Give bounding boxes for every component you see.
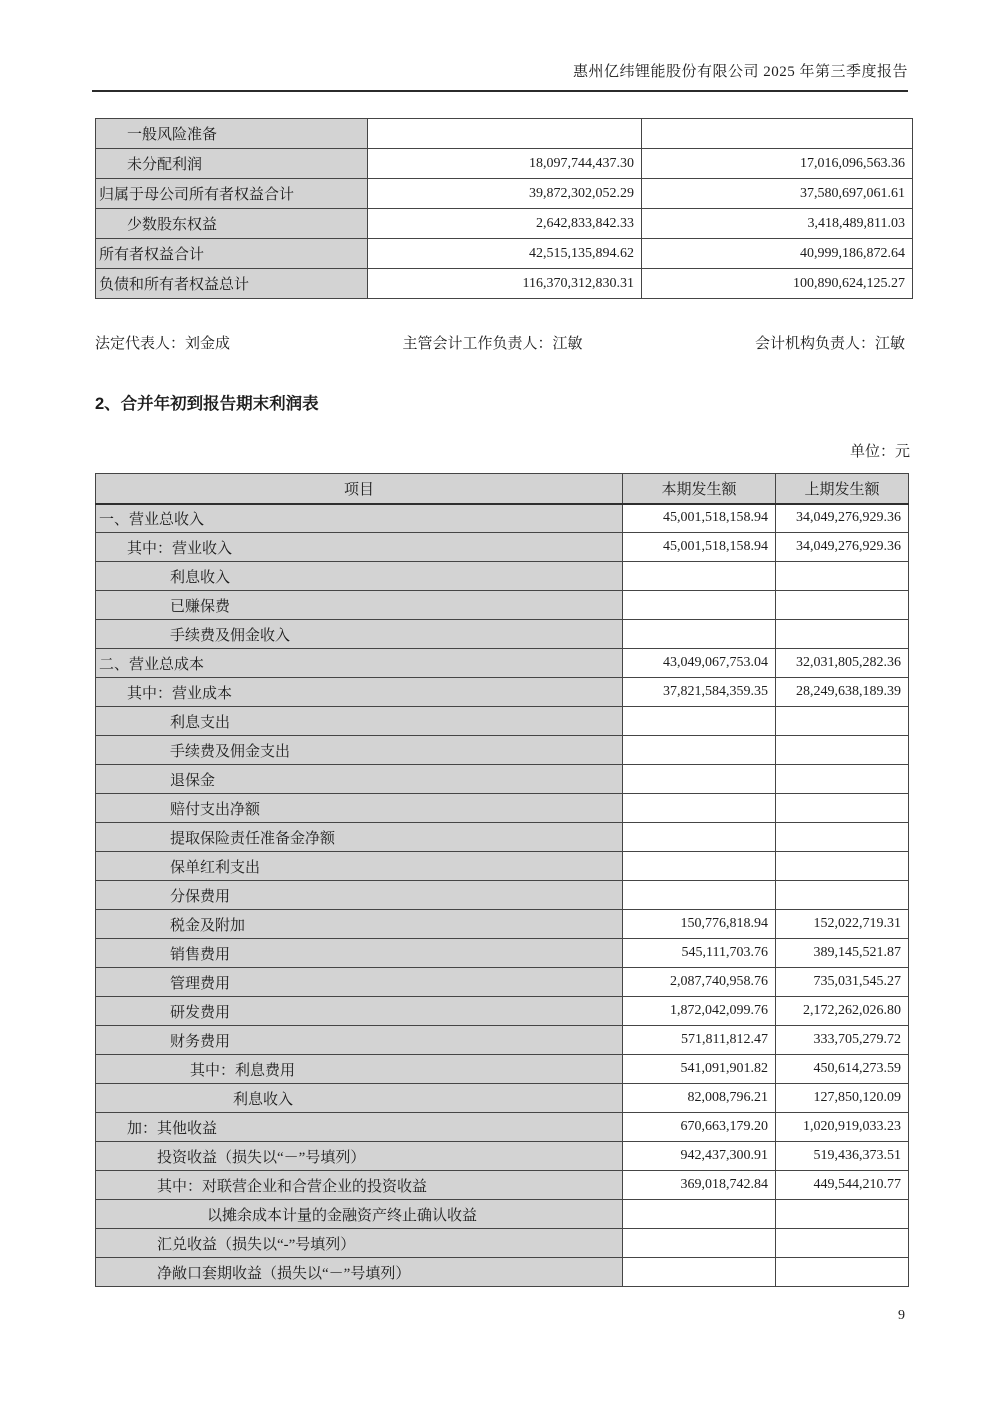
equity-current-value-cell: 42,515,135,894.62 bbox=[368, 239, 642, 269]
equity-row bbox=[96, 269, 913, 299]
income-row bbox=[96, 765, 909, 794]
income-current-value-cell: 942,437,300.91 bbox=[623, 1142, 776, 1171]
income-current-value-cell bbox=[623, 823, 776, 852]
income-label-cell: 财务费用 bbox=[96, 1026, 623, 1055]
income-current-value-cell bbox=[623, 852, 776, 881]
income-label-cell: 二、营业总成本 bbox=[96, 649, 623, 678]
income-label-cell: 其中：营业成本 bbox=[96, 678, 623, 707]
income-row bbox=[96, 1142, 909, 1171]
income-row bbox=[96, 562, 909, 591]
income-current-value-cell: 670,663,179.20 bbox=[623, 1113, 776, 1142]
income-row bbox=[96, 852, 909, 881]
income-label-cell: 税金及附加 bbox=[96, 910, 623, 939]
section-title: 2、合并年初到报告期末利润表 bbox=[95, 395, 319, 413]
income-row bbox=[96, 1258, 909, 1287]
income-label-cell: 退保金 bbox=[96, 765, 623, 794]
income-current-value-cell: 2,087,740,958.76 bbox=[623, 968, 776, 997]
income-label-cell: 利息支出 bbox=[96, 707, 623, 736]
income-prior-value-cell bbox=[776, 707, 909, 736]
income-label-cell: 其中：利息费用 bbox=[96, 1055, 623, 1084]
income-row bbox=[96, 1084, 909, 1113]
income-prior-value-cell bbox=[776, 823, 909, 852]
income-row bbox=[96, 910, 909, 939]
column-header-prior-period: 上期发生额 bbox=[776, 474, 909, 504]
income-prior-value-cell bbox=[776, 1258, 909, 1287]
income-current-value-cell: 82,008,796.21 bbox=[623, 1084, 776, 1113]
income-prior-value-cell bbox=[776, 1229, 909, 1258]
income-row bbox=[96, 504, 909, 533]
income-current-value-cell bbox=[623, 794, 776, 823]
income-current-value-cell bbox=[623, 765, 776, 794]
column-header-current-period: 本期发生额 bbox=[623, 474, 776, 504]
income-current-value-cell: 150,776,818.94 bbox=[623, 910, 776, 939]
income-row bbox=[96, 591, 909, 620]
equity-label-cell: 未分配利润 bbox=[96, 149, 368, 179]
income-label-cell: 以摊余成本计量的金融资产终止确认收益 bbox=[96, 1200, 623, 1229]
accounting-department-head: 会计机构负责人：江敏 bbox=[754, 336, 905, 352]
equity-prior-value-cell: 40,999,186,872.64 bbox=[642, 239, 913, 269]
equity-prior-value-cell: 3,418,489,811.03 bbox=[642, 209, 913, 239]
income-label-cell: 销售费用 bbox=[96, 939, 623, 968]
unit-note: 单位：元 bbox=[849, 444, 910, 460]
income-label-cell: 保单红利支出 bbox=[96, 852, 623, 881]
equity-label-cell: 归属于母公司所有者权益合计 bbox=[96, 179, 368, 209]
equity-row bbox=[96, 179, 913, 209]
income-prior-value-cell: 32,031,805,282.36 bbox=[776, 649, 909, 678]
income-current-value-cell bbox=[623, 736, 776, 765]
income-prior-value-cell bbox=[776, 765, 909, 794]
income-label-cell: 已赚保费 bbox=[96, 591, 623, 620]
income-row bbox=[96, 533, 909, 562]
income-label-cell: 研发费用 bbox=[96, 997, 623, 1026]
income-label-cell: 手续费及佣金收入 bbox=[96, 620, 623, 649]
income-current-value-cell: 571,811,812.47 bbox=[623, 1026, 776, 1055]
income-label-cell: 管理费用 bbox=[96, 968, 623, 997]
income-label-cell: 利息收入 bbox=[96, 1084, 623, 1113]
signatories-line bbox=[95, 332, 905, 353]
income-current-value-cell bbox=[623, 1229, 776, 1258]
income-current-value-cell: 369,018,742.84 bbox=[623, 1171, 776, 1200]
income-prior-value-cell: 152,022,719.31 bbox=[776, 910, 909, 939]
income-statement-table bbox=[95, 473, 909, 1287]
income-prior-value-cell bbox=[776, 562, 909, 591]
income-row bbox=[96, 678, 909, 707]
equity-row bbox=[96, 209, 913, 239]
income-current-value-cell bbox=[623, 591, 776, 620]
income-prior-value-cell: 519,436,373.51 bbox=[776, 1142, 909, 1171]
income-current-value-cell bbox=[623, 562, 776, 591]
income-label-cell: 其中：营业收入 bbox=[96, 533, 623, 562]
income-prior-value-cell: 450,614,273.59 bbox=[776, 1055, 909, 1084]
income-label-cell: 手续费及佣金支出 bbox=[96, 736, 623, 765]
page-number: 9 bbox=[898, 1308, 905, 1323]
income-prior-value-cell: 2,172,262,026.80 bbox=[776, 997, 909, 1026]
income-label-cell: 分保费用 bbox=[96, 881, 623, 910]
equity-prior-value-cell: 100,890,624,125.27 bbox=[642, 269, 913, 299]
income-prior-value-cell bbox=[776, 881, 909, 910]
income-label-cell: 净敞口套期收益（损失以“－”号填列） bbox=[96, 1258, 623, 1287]
income-row bbox=[96, 997, 909, 1026]
income-row bbox=[96, 1229, 909, 1258]
equity-label-cell: 所有者权益合计 bbox=[96, 239, 368, 269]
income-row bbox=[96, 823, 909, 852]
income-prior-value-cell: 34,049,276,929.36 bbox=[776, 533, 909, 562]
income-prior-value-cell bbox=[776, 620, 909, 649]
income-prior-value-cell: 449,544,210.77 bbox=[776, 1171, 909, 1200]
equity-row bbox=[96, 149, 913, 179]
income-current-value-cell bbox=[623, 707, 776, 736]
income-prior-value-cell: 333,705,279.72 bbox=[776, 1026, 909, 1055]
document-header-title: 惠州亿纬锂能股份有限公司 2025 年第三季度报告 bbox=[92, 60, 908, 92]
income-prior-value-cell bbox=[776, 736, 909, 765]
income-current-value-cell bbox=[623, 881, 776, 910]
income-row bbox=[96, 736, 909, 765]
income-row bbox=[96, 1200, 909, 1229]
equity-prior-value-cell: 17,016,096,563.36 bbox=[642, 149, 913, 179]
income-label-cell: 汇兑收益（损失以“-”号填列） bbox=[96, 1229, 623, 1258]
income-label-cell: 其中：对联营企业和合营企业的投资收益 bbox=[96, 1171, 623, 1200]
equity-label-cell: 一般风险准备 bbox=[96, 119, 368, 149]
income-label-cell: 提取保险责任准备金净额 bbox=[96, 823, 623, 852]
income-label-cell: 利息收入 bbox=[96, 562, 623, 591]
equity-label-cell: 少数股东权益 bbox=[96, 209, 368, 239]
column-header-item: 项目 bbox=[96, 474, 623, 504]
equity-current-value-cell: 116,370,312,830.31 bbox=[368, 269, 642, 299]
equity-current-value-cell: 39,872,302,052.29 bbox=[368, 179, 642, 209]
income-prior-value-cell: 1,020,919,033.23 bbox=[776, 1113, 909, 1142]
income-row bbox=[96, 707, 909, 736]
income-row bbox=[96, 1113, 909, 1142]
income-prior-value-cell bbox=[776, 591, 909, 620]
income-row bbox=[96, 1055, 909, 1084]
income-prior-value-cell bbox=[776, 1200, 909, 1229]
income-label-cell: 赔付支出净额 bbox=[96, 794, 623, 823]
equity-table bbox=[95, 118, 913, 299]
income-prior-value-cell bbox=[776, 852, 909, 881]
equity-current-value-cell bbox=[368, 119, 642, 149]
income-row bbox=[96, 794, 909, 823]
income-table-header-row bbox=[96, 474, 909, 504]
income-prior-value-cell: 34,049,276,929.36 bbox=[776, 504, 909, 533]
income-prior-value-cell: 127,850,120.09 bbox=[776, 1084, 909, 1113]
income-label-cell: 加：其他收益 bbox=[96, 1113, 623, 1142]
income-prior-value-cell: 389,145,521.87 bbox=[776, 939, 909, 968]
chief-accounting-officer: 主管会计工作负责人：江敏 bbox=[402, 336, 583, 352]
income-current-value-cell: 45,001,518,158.94 bbox=[623, 504, 776, 533]
income-current-value-cell: 541,091,901.82 bbox=[623, 1055, 776, 1084]
legal-representative: 法定代表人：刘金成 bbox=[95, 336, 231, 352]
equity-prior-value-cell: 37,580,697,061.61 bbox=[642, 179, 913, 209]
income-label-cell: 一、营业总收入 bbox=[96, 504, 623, 533]
income-prior-value-cell: 28,249,638,189.39 bbox=[776, 678, 909, 707]
income-current-value-cell: 1,872,042,099.76 bbox=[623, 997, 776, 1026]
income-prior-value-cell: 735,031,545.27 bbox=[776, 968, 909, 997]
income-current-value-cell bbox=[623, 1200, 776, 1229]
equity-current-value-cell: 18,097,744,437.30 bbox=[368, 149, 642, 179]
income-current-value-cell: 45,001,518,158.94 bbox=[623, 533, 776, 562]
equity-prior-value-cell bbox=[642, 119, 913, 149]
income-current-value-cell: 37,821,584,359.35 bbox=[623, 678, 776, 707]
income-prior-value-cell bbox=[776, 794, 909, 823]
income-row bbox=[96, 1171, 909, 1200]
income-current-value-cell: 545,111,703.76 bbox=[623, 939, 776, 968]
equity-row bbox=[96, 239, 913, 269]
income-row bbox=[96, 1026, 909, 1055]
income-row bbox=[96, 649, 909, 678]
income-label-cell: 投资收益（损失以“－”号填列） bbox=[96, 1142, 623, 1171]
equity-current-value-cell: 2,642,833,842.33 bbox=[368, 209, 642, 239]
income-row bbox=[96, 968, 909, 997]
income-row bbox=[96, 939, 909, 968]
income-current-value-cell bbox=[623, 620, 776, 649]
equity-label-cell: 负债和所有者权益总计 bbox=[96, 269, 368, 299]
equity-row bbox=[96, 119, 913, 149]
income-current-value-cell bbox=[623, 1258, 776, 1287]
income-row bbox=[96, 620, 909, 649]
income-row bbox=[96, 881, 909, 910]
income-current-value-cell: 43,049,067,753.04 bbox=[623, 649, 776, 678]
